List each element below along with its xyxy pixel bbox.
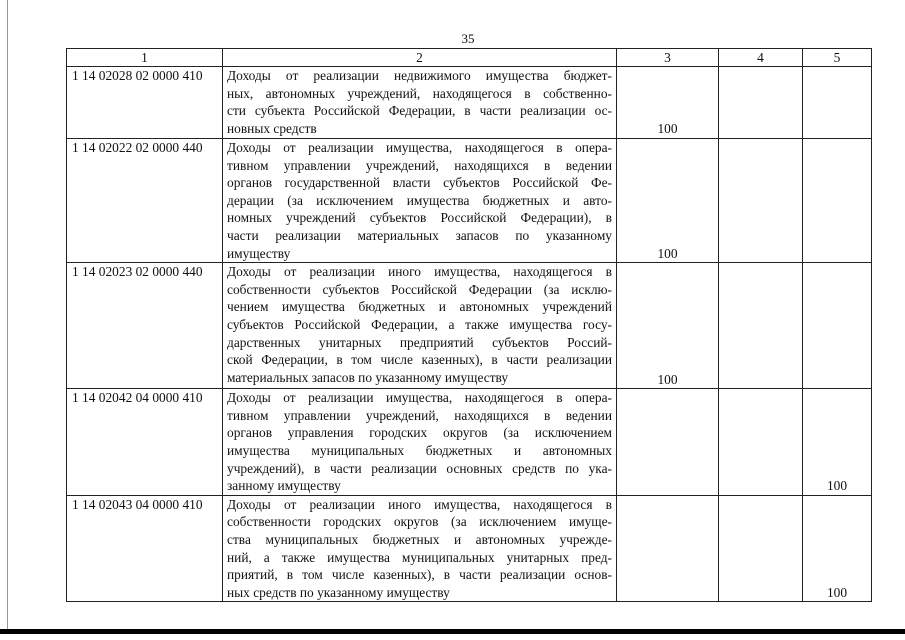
description-line: дерации (за исключением имущества бюджетных и авто- <box>227 192 612 208</box>
description-line: ных средств по указанному имуществу <box>227 584 450 600</box>
page-number: 35 <box>461 31 475 46</box>
table-header-row <box>67 49 872 67</box>
column-header: 1 <box>67 49 223 67</box>
description-line: Доходы от реализации иного имущества, находящегося в <box>227 496 612 512</box>
percent-c5: 100 <box>803 389 872 496</box>
description-line: Доходы от реализации имущества, находящегося в опера- <box>227 390 612 406</box>
description-line: сти субъекта Российской Федерации, в части реализации ос- <box>227 103 612 119</box>
revenue-description <box>223 263 617 389</box>
revenue-description <box>223 67 617 139</box>
description-line: номных учреждений субъектов Российской Федерации), в <box>227 210 612 226</box>
table-row <box>67 495 872 602</box>
budget-code: 1 14 02023 02 0000 440 <box>67 263 223 389</box>
table-row <box>67 67 872 139</box>
revenue-description <box>223 389 617 496</box>
percent-c3 <box>617 495 719 602</box>
percent-c5: 100 <box>803 495 872 602</box>
column-header: 5 <box>803 49 872 67</box>
description-line: ний, а также имущества муниципальных унитарных пред- <box>227 549 612 565</box>
description-line: ской Федерации, в том числе казенных), в части реализации <box>227 352 612 368</box>
description-line: тивном управлении учреждений, находящихся в ведении <box>227 407 612 423</box>
description-line: органов управления городских округов (за исключением <box>227 425 612 441</box>
description-line: собственности городских округов (за исключением имуще- <box>227 514 612 530</box>
description-line: тивном управлении учреждений, находящихся в ведении <box>227 157 612 173</box>
description-line: имущества муниципальных бюджетных и автономных <box>227 442 612 458</box>
revenue-description <box>223 139 617 263</box>
budget-code: 1 14 02022 02 0000 440 <box>67 139 223 263</box>
percent-c5 <box>803 139 872 263</box>
description-line: органов государственной власти субъектов Российской Фе- <box>227 175 612 191</box>
description-line: учреждений), в части реализации основных средств по ука- <box>227 460 612 476</box>
description-line: ных, автономных учреждений, находящегося в собственно- <box>227 85 612 101</box>
description-line: собственности субъектов Российской Федерации (за исклю- <box>227 281 612 297</box>
revenue-table <box>66 48 872 602</box>
percent-c3: 100 <box>617 67 719 139</box>
description-line: дарственных унитарных предприятий субъектов Россий- <box>227 334 612 350</box>
description-line: ства муниципальных бюджетных и автономных учрежде- <box>227 531 612 547</box>
percent-c3 <box>617 389 719 496</box>
percent-c3: 100 <box>617 263 719 389</box>
description-line: субъектов Российской Федерации, а также имущества госу- <box>227 316 612 332</box>
description-line: материальных запасов по указанному имуществу <box>227 369 509 385</box>
description-line: имуществу <box>227 245 291 261</box>
budget-code: 1 14 02042 04 0000 410 <box>67 389 223 496</box>
percent-c4 <box>719 263 803 389</box>
revenue-description <box>223 495 617 602</box>
budget-code: 1 14 02028 02 0000 410 <box>67 67 223 139</box>
column-header: 3 <box>617 49 719 67</box>
percent-c4 <box>719 67 803 139</box>
percent-c5 <box>803 67 872 139</box>
description-line: Доходы от реализации иного имущества, находящегося в <box>227 264 612 280</box>
description-line: Доходы от реализации недвижимого имущества бюджет- <box>227 68 612 83</box>
percent-c4 <box>719 495 803 602</box>
table-row <box>67 389 872 496</box>
percent-c3: 100 <box>617 139 719 263</box>
description-line: чением имущества бюджетных и автономных учреждений <box>227 299 612 315</box>
description-line: новных средств <box>227 120 317 136</box>
percent-c5 <box>803 263 872 389</box>
column-header: 2 <box>223 49 617 67</box>
table-row <box>67 139 872 263</box>
description-line: Доходы от реализации имущества, находящегося в опера- <box>227 140 612 155</box>
description-line: приятий, в том числе казенных), в части реализации основ- <box>227 567 612 583</box>
percent-c4 <box>719 139 803 263</box>
description-line: занному имуществу <box>227 478 341 494</box>
column-header: 4 <box>719 49 803 67</box>
table-row <box>67 263 872 389</box>
budget-code: 1 14 02043 04 0000 410 <box>67 495 223 602</box>
percent-c4 <box>719 389 803 496</box>
description-line: части реализации материальных запасов по указанному <box>227 227 612 243</box>
scan-edge-line <box>7 0 8 632</box>
scan-bottom-bar <box>0 629 905 634</box>
